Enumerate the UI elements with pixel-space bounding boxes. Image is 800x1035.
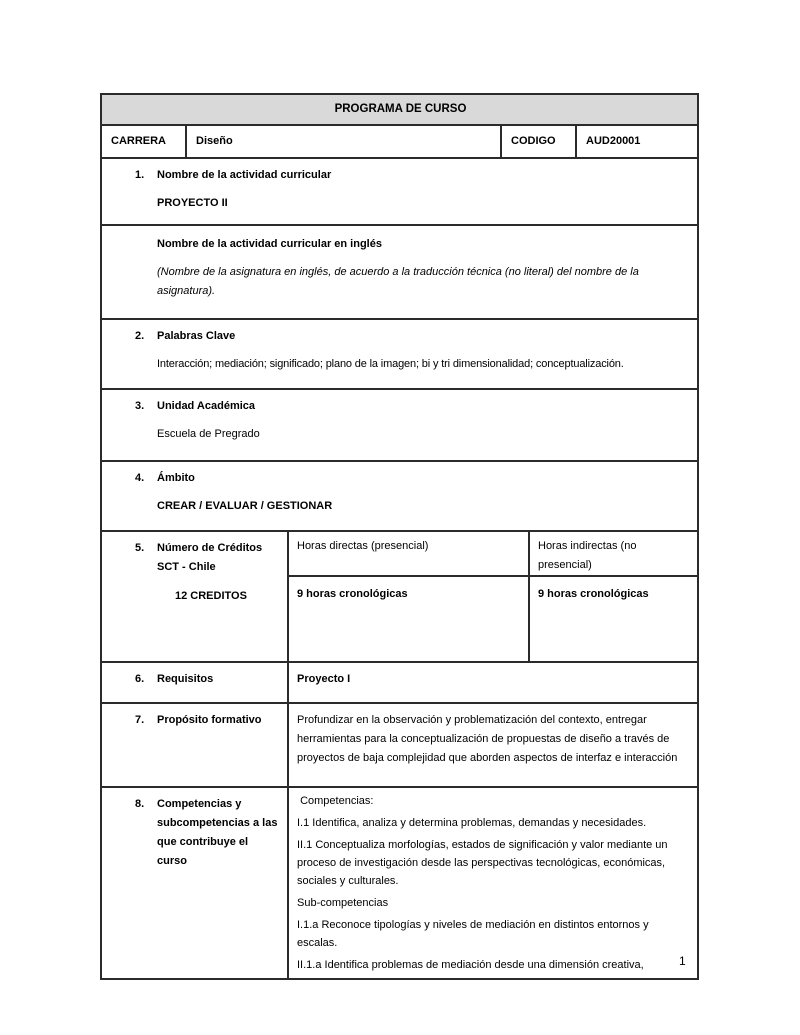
codigo-value: AUD20001 (576, 125, 698, 158)
row-3-value: Escuela de Pregrado (157, 428, 260, 440)
row-ambito (101, 461, 698, 531)
competencia-ii1: II.1 Conceptualiza morfologías, estados de significación y valor mediante un proceso de investigación desde las perspectivas tecnológicas, económicas, sociales y culturales. (297, 839, 671, 887)
row-requisitos (101, 662, 698, 703)
row-4-number: 4. (135, 472, 145, 484)
row-nombre-ingles (101, 225, 698, 319)
carrera-value: Diseño (186, 125, 501, 158)
competencias-content (288, 787, 698, 979)
row-palabras-clave (101, 319, 698, 389)
row-nombre-actividad (101, 158, 698, 225)
carrera-label: CARRERA (101, 125, 186, 158)
row-4-label: Ámbito (157, 472, 195, 484)
horas-directas-header: Horas directas (presencial) (288, 531, 529, 576)
row-8-number: 8. (135, 798, 145, 810)
row-competencias (101, 787, 698, 979)
creditos-label-cell (101, 531, 288, 662)
table-title: PROGRAMA DE CURSO (101, 94, 698, 125)
row-7-label: Propósito formativo (157, 714, 262, 726)
row-2-label: Palabras Clave (157, 330, 236, 342)
requisitos-value: Proyecto I (288, 662, 698, 703)
proposito-value: Profundizar en la observación y problematización del contexto, entregar herramientas para la conceptualización de propuestas de diseño a través de proyectos de baja complejidad que aborden aspectos de interfaz e interacción (288, 703, 698, 787)
row-4-value: CREAR / EVALUAR / GESTIONAR (157, 500, 333, 512)
row-2-number: 2. (135, 330, 145, 342)
row-5-label: Número de Créditos SCT - Chile (157, 542, 263, 573)
course-program-table (100, 93, 699, 980)
row-5-number: 5. (135, 542, 145, 554)
row-3-number: 3. (135, 400, 145, 412)
page-number: 1 (679, 954, 686, 968)
row-unidad-academica (101, 389, 698, 461)
competencia-i1: I.1 Identifica, analiza y determina problemas, demandas y necesidades. (297, 817, 647, 829)
row-1-value: PROYECTO II (157, 197, 228, 209)
row-6-label: Requisitos (157, 673, 214, 685)
title-row (101, 94, 698, 125)
row-2-value: Interacción; mediación; significado; plano de la imagen; bi y tri dimensionalidad; conceptualización. (157, 358, 624, 370)
row-8-label: Competencias y subcompetencias a las que contribuye el curso (157, 798, 278, 867)
subcompetencia-ii1a: II.1.a Identifica problemas de mediación desde una dimensión creativa, (297, 959, 644, 971)
row-7-number: 7. (135, 714, 145, 726)
carrera-row (101, 125, 698, 158)
horas-indirectas-value: 9 horas cronológicas (529, 576, 698, 662)
horas-directas-value: 9 horas cronológicas (288, 576, 529, 662)
horas-indirectas-header: Horas indirectas (no presencial) (529, 531, 698, 576)
competencias-heading: Competencias: (297, 795, 374, 807)
credits-value: 12 CREDITOS (175, 590, 247, 602)
row-creditos-header (101, 531, 698, 576)
codigo-label: CODIGO (501, 125, 576, 158)
row-3-label: Unidad Académica (157, 400, 256, 412)
english-name-label: Nombre de la actividad curricular en inglés (157, 238, 382, 250)
row-1-number: 1. (135, 169, 145, 181)
row-proposito (101, 703, 698, 787)
row-6-number: 6. (135, 673, 145, 685)
subcompetencia-i1a: I.1.a Reconoce tipologías y niveles de mediación en distintos entornos y escalas. (297, 919, 652, 949)
english-name-note: (Nombre de la asignatura en inglés, de acuerdo a la traducción técnica (no literal) del nombre de la asignatura). (157, 266, 639, 297)
subcompetencias-heading: Sub-competencias (297, 897, 389, 909)
row-1-label: Nombre de la actividad curricular (157, 169, 332, 181)
